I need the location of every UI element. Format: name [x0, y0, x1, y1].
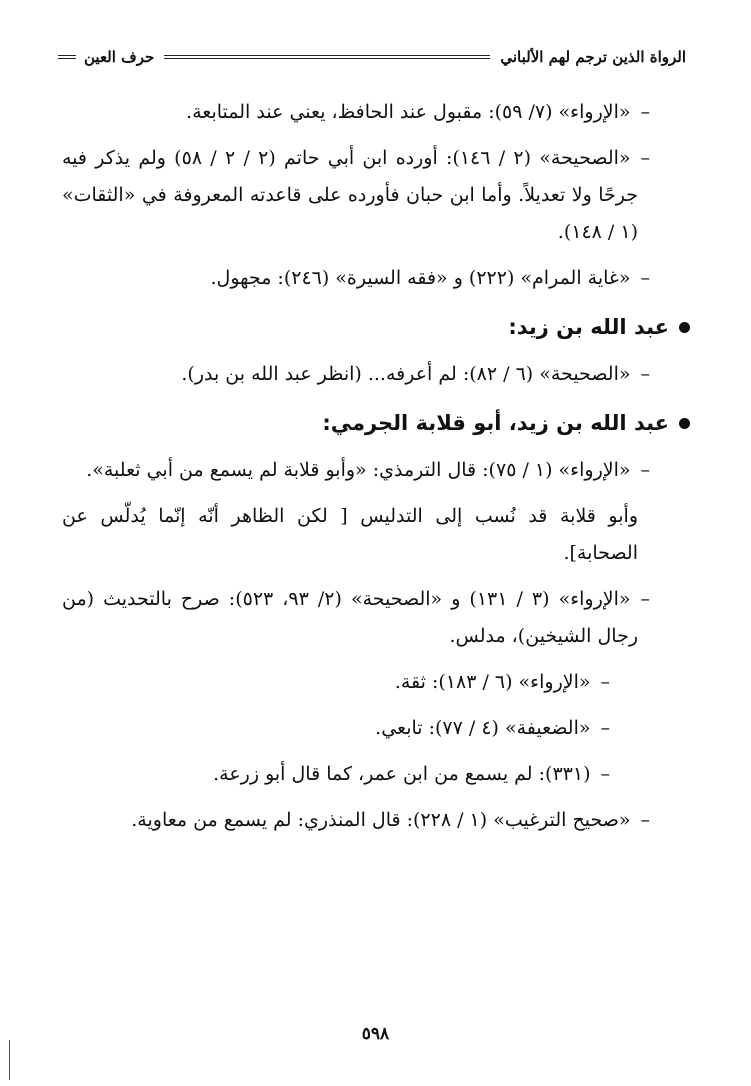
citation-text: «الإرواء» (١ / ٧٥): قال الترمذي: «وأبو قلابة لم يسمع من أبي ثعلبة». — [86, 459, 631, 481]
citation-text: «الإرواء» (٣ / ١٣١) و «الصحيحة» (٢/ ٩٣، ٥٢٣): صرح بالتحديث (من رجال الشيخين)، مدلس. — [62, 588, 638, 647]
citation-item — [62, 581, 690, 655]
running-header — [58, 45, 686, 69]
citation-text: «غاية المرام» (٢٢٢) و «فقه السيرة» (٢٤٦): مجهول. — [210, 267, 631, 289]
citation-item — [62, 356, 690, 393]
item-dash: – — [600, 763, 610, 785]
item-dash: – — [640, 459, 650, 481]
margin-line — [9, 1040, 10, 1080]
citation-item — [62, 802, 690, 839]
citation-text: «الصحيحة» (٦ / ٨٢): لم أعرفه... (انظر عبد الله بن بدر). — [181, 363, 631, 385]
item-dash: – — [640, 363, 650, 385]
item-dash: – — [640, 809, 650, 831]
citation-text: «الإرواء» (٦ / ١٨٣): ثقة. — [394, 671, 591, 693]
item-dash: – — [600, 671, 610, 693]
header-section: حرف العين — [84, 48, 155, 66]
header-rule — [164, 55, 490, 59]
note-paragraph: وأبو قلابة قد نُسب إلى التدليس [ لكن الظاهر أنّه إنّما يُدلّس عن الصحابة]. — [62, 505, 638, 564]
entry-title — [62, 309, 690, 346]
citation-text: «الصحيحة» (٢ / ١٤٦): أورده ابن أبي حاتم (٢ / ٢ / ٥٨) ولم يذكر فيه جرحًا ولا تعديلاً. وأما ابن حبان فأورده على قاعدته المعروفة في «الثقات» (١ / ١٤٨). — [62, 147, 638, 243]
bullet-icon — [679, 418, 690, 429]
citation-item — [62, 756, 690, 793]
header-dash — [58, 55, 76, 59]
item-dash: – — [640, 147, 651, 169]
item-dash: – — [640, 101, 650, 123]
citation-text: «الإرواء» (٧/ ٥٩): مقبول عند الحافظ، يعني عند المتابعة. — [186, 101, 631, 123]
citation-text: (٣٣١): لم يسمع من ابن عمر، كما قال أبو زرعة. — [213, 763, 591, 785]
entry-title-text: عبد الله بن زيد: — [508, 315, 669, 339]
citation-item — [62, 140, 690, 251]
entry-title — [62, 405, 690, 442]
citation-text: «صحيح الترغيب» (١ / ٢٢٨): قال المنذري: لم يسمع من معاوية. — [131, 809, 631, 831]
page-content — [62, 94, 690, 848]
citation-item — [62, 260, 690, 297]
bullet-icon — [679, 322, 690, 333]
header-title: الرواة الذين ترجم لهم الألباني — [500, 48, 686, 66]
item-dash: – — [600, 717, 610, 739]
item-dash: – — [640, 588, 651, 610]
page-number: ٥٩٨ — [361, 1024, 390, 1044]
citation-item — [62, 710, 690, 747]
citation-item — [62, 94, 690, 131]
entry-title-text: عبد الله بن زيد، أبو قلابة الجرمي: — [322, 411, 669, 435]
item-dash: – — [640, 267, 650, 289]
citation-item — [62, 452, 690, 489]
citation-item — [62, 664, 690, 701]
citation-text: «الضعيفة» (٤ / ٧٧): تابعي. — [375, 717, 591, 739]
